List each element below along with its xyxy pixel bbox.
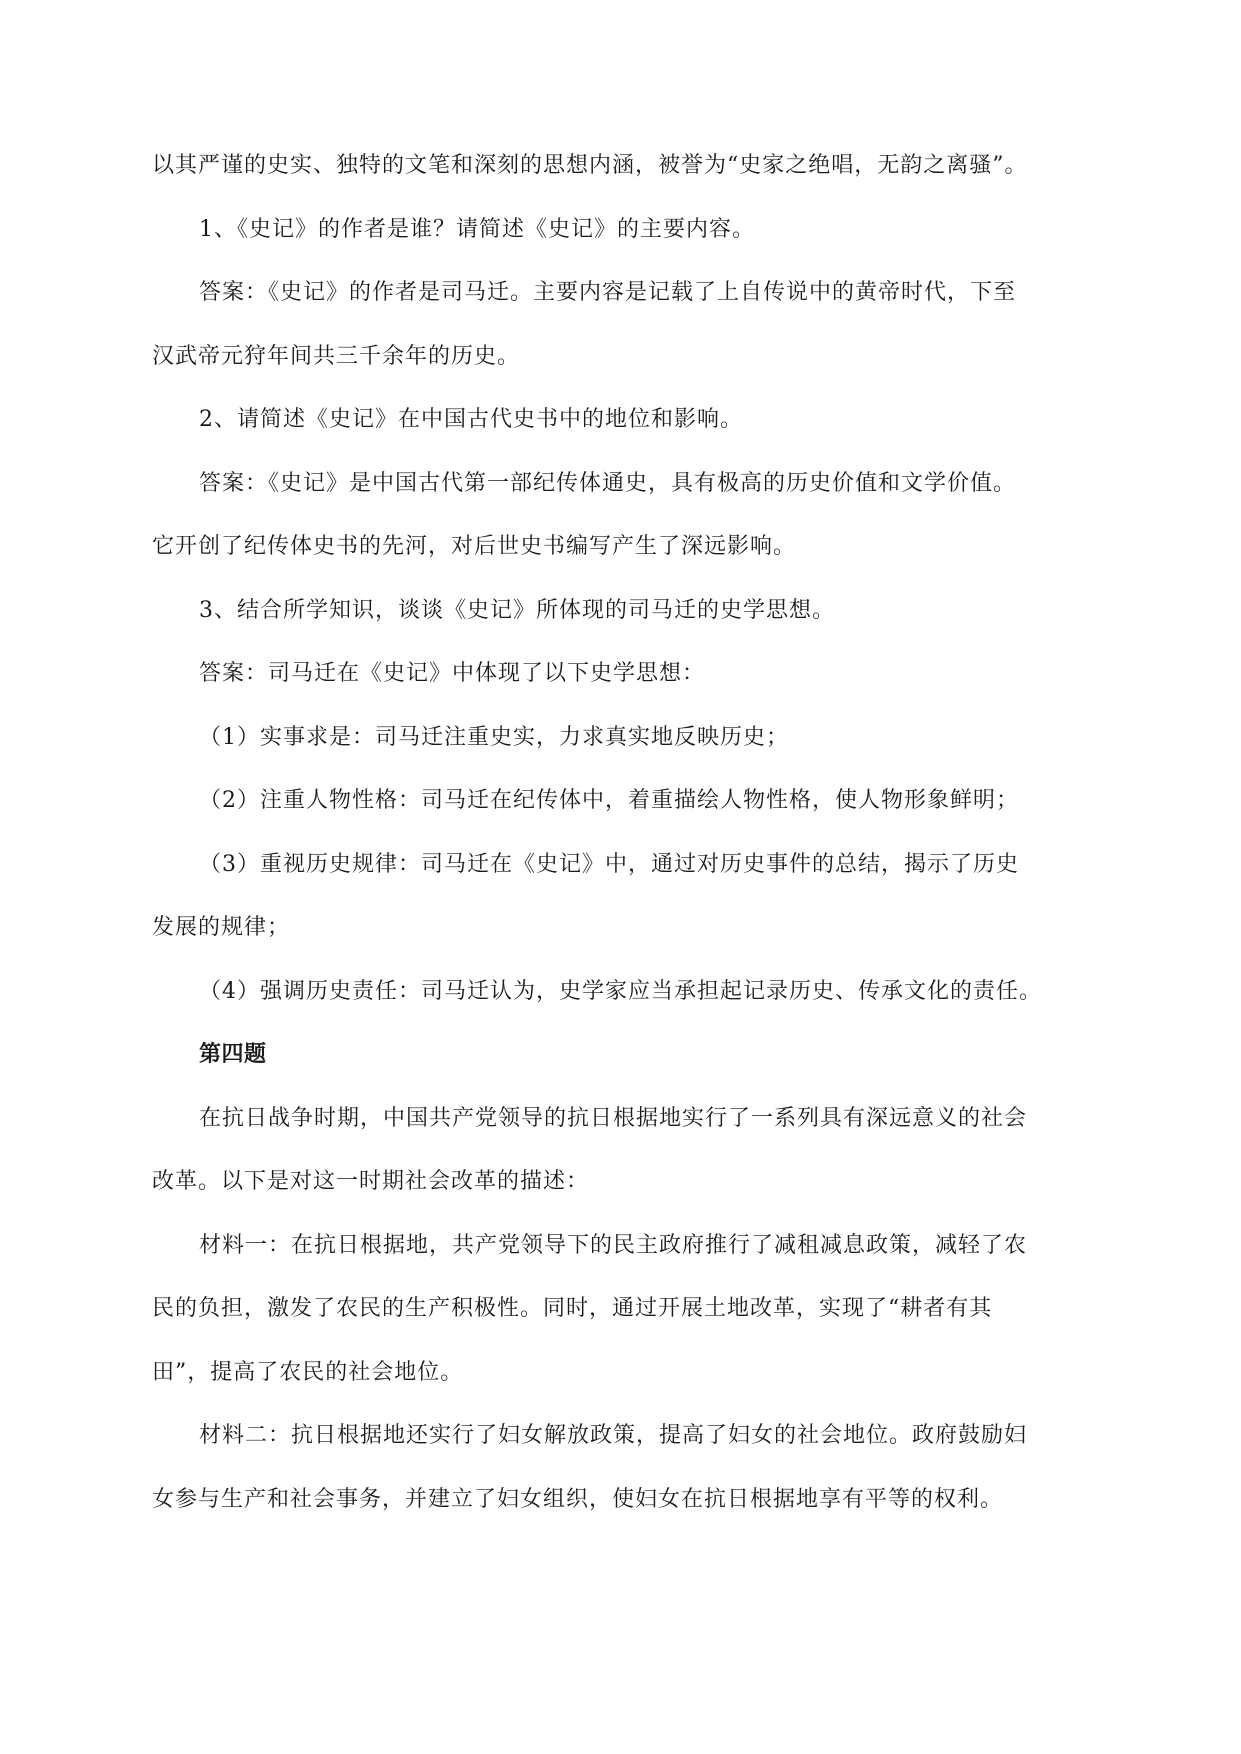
answer-1-line-2: 汉武帝元狩年间共三千余年的历史。 bbox=[152, 343, 521, 369]
intro-line-1: 在抗日战争时期，中国共产党领导的抗日根据地实行了一系列具有深远意义的社会 bbox=[199, 1105, 1028, 1131]
material-1-line-3: 田”，提高了农民的社会地位。 bbox=[152, 1359, 464, 1385]
intro-line-2: 改革。以下是对这一时期社会改革的描述： bbox=[152, 1169, 590, 1194]
answer-3-point-3-line-1: （3）重视历史规律：司马迁在《史记》中，通过对历史事件的总结，揭示了历史 bbox=[199, 851, 1019, 877]
material-2-line-2: 女参与生产和社会事务，并建立了妇女组织，使妇女在抗日根据地享有平等的权利。 bbox=[152, 1486, 1004, 1512]
material-1-line-1: 材料一：在抗日根据地，共产党领导下的民主政府推行了减租减息政策，减轻了农 bbox=[199, 1232, 1028, 1258]
answer-3-point-1: （1）实事求是：司马迁注重史实，力求真实地反映历史； bbox=[199, 724, 789, 750]
answer-3-point-3-line-2: 发展的规律； bbox=[152, 915, 291, 940]
paragraph-line: 以其严谨的史实、独特的文笔和深刻的思想内涵，被誉为“史家之绝唱，无韵之离骚”。 bbox=[152, 153, 1028, 178]
question-1: 1、《史记》的作者是谁？请简述《史记》的主要内容。 bbox=[199, 216, 755, 242]
answer-3-point-2: （2）注重人物性格：司马迁在纪传体中，着重描绘人物性格，使人物形象鲜明； bbox=[199, 788, 1019, 813]
answer-2-line-2: 它开创了纪传体史书的先河，对后世史书编写产生了深远影响。 bbox=[152, 534, 797, 559]
section-heading: 第四题 bbox=[199, 1042, 267, 1067]
answer-1-line-1: 答案：《史记》的作者是司马迁。主要内容是记载了上自传说中的黄帝时代，下至 bbox=[199, 280, 1017, 305]
answer-3-intro: 答案：司马迁在《史记》中体现了以下史学思想： bbox=[199, 661, 706, 686]
answer-3-point-4: （4）强调历史责任：司马迁认为，史学家应当承担起记录历史、传承文化的责任。 bbox=[199, 978, 1042, 1004]
question-2: 2、请简述《史记》在中国古代史书中的地位和影响。 bbox=[199, 407, 743, 432]
material-1-line-2: 民的负担，激发了农民的生产积极性。同时，通过开展土地改革，实现了“耕者有其 bbox=[152, 1296, 993, 1321]
material-2-line-1: 材料二：抗日根据地还实行了妇女解放政策，提高了妇女的社会地位。政府鼓励妇 bbox=[199, 1423, 1028, 1448]
question-3: 3、结合所学知识，谈谈《史记》所体现的司马迁的史学思想。 bbox=[199, 597, 835, 623]
document-body bbox=[152, 146, 1094, 1543]
answer-2-line-1: 答案：《史记》是中国古代第一部纪传体通史，具有极高的历史价值和文学价值。 bbox=[199, 470, 1017, 496]
